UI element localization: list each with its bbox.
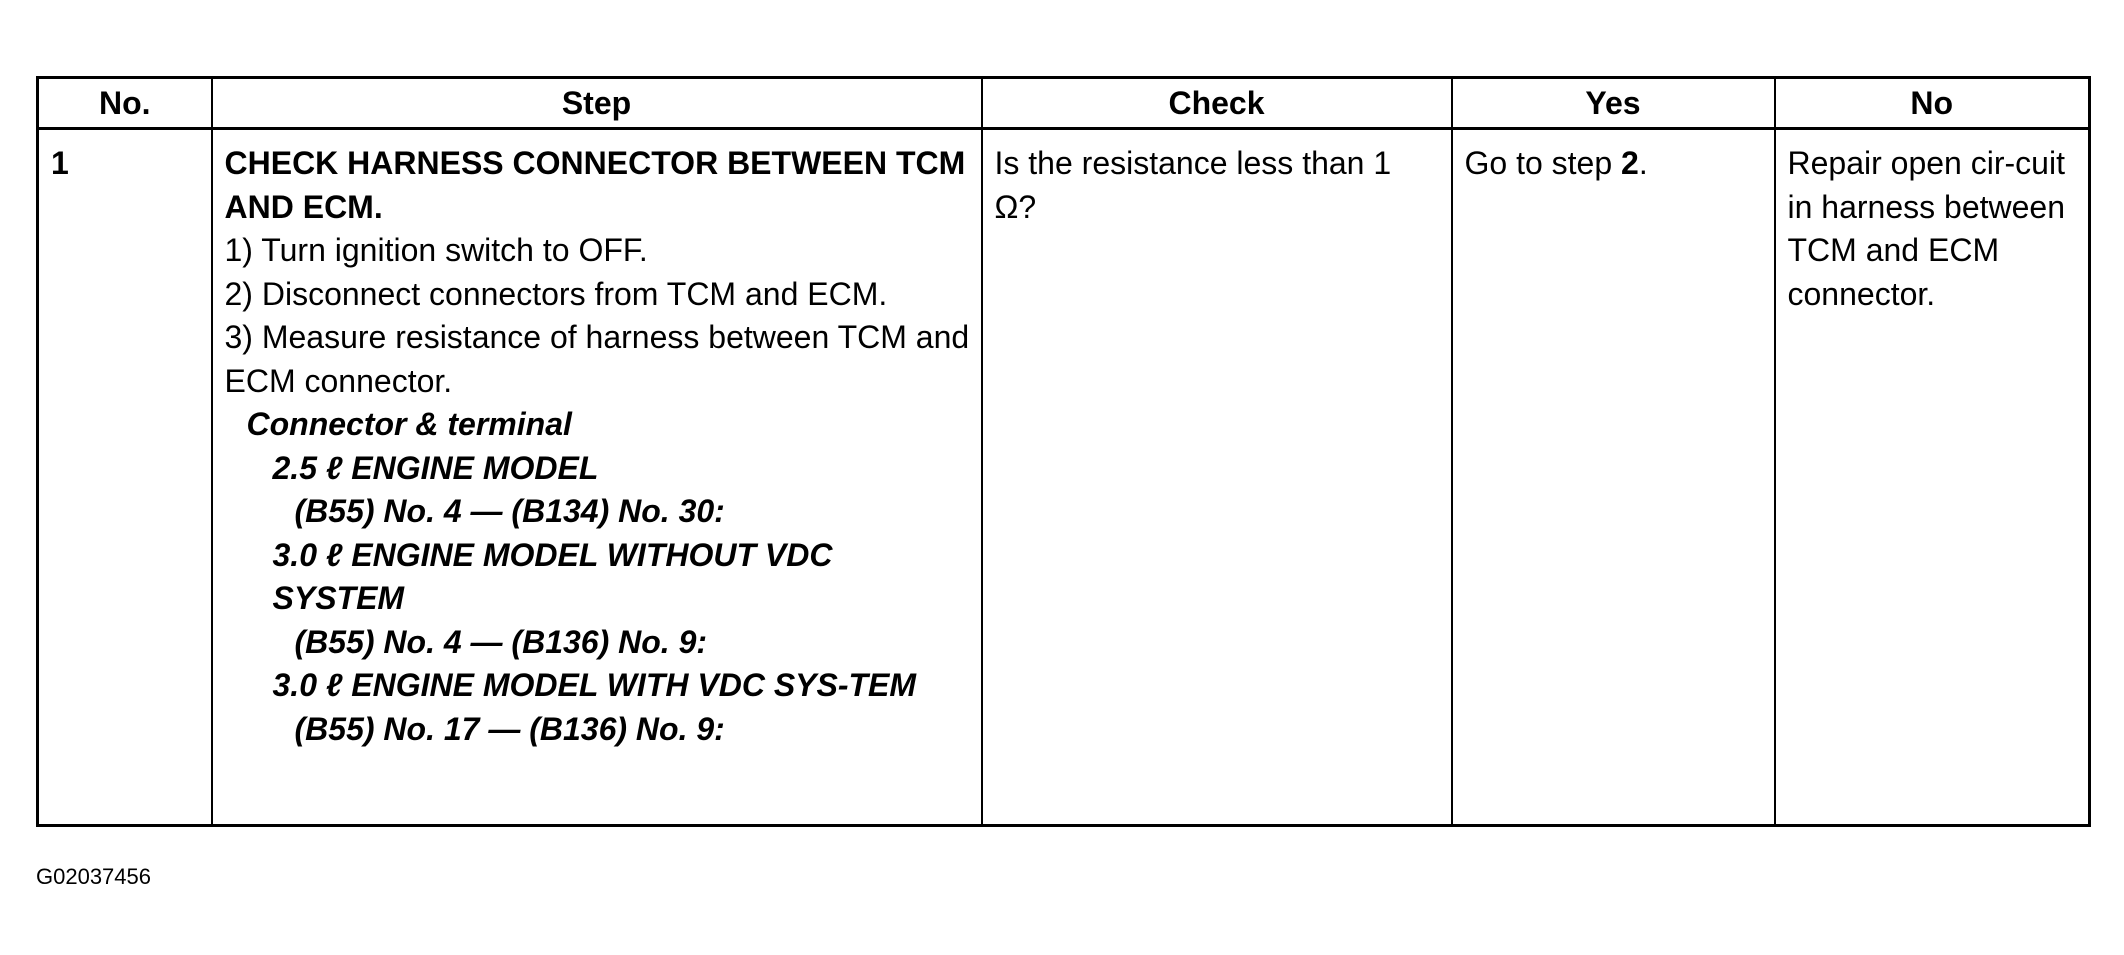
step-cell	[212, 129, 982, 826]
table-row	[38, 129, 2090, 826]
no-action-cell	[1775, 129, 2090, 826]
spec-model-2: 3.0 ℓ ENGINE MODEL WITHOUT VDC SYSTEM	[272, 536, 833, 616]
header-yes: Yes	[1452, 78, 1775, 129]
step-number: 1	[51, 145, 69, 181]
step-instruction-3: 3) Measure resistance of harness between TCM and ECM connector.	[224, 319, 970, 399]
yes-prefix: Go to step	[1464, 145, 1622, 181]
step-instruction-2: 2) Disconnect connectors from TCM and ECM.	[224, 275, 888, 312]
spec-terminals-3: (B55) No. 17 — (B136) No. 9:	[294, 710, 725, 747]
header-no: No.	[38, 78, 212, 129]
no-action-text: Repair open cir-cuit in harness between TCM and ECM connector.	[1787, 145, 2066, 312]
check-question: Is the resistance less than 1 Ω?	[994, 145, 1392, 225]
step-title: CHECK HARNESS CONNECTOR BETWEEN TCM AND ECM.	[224, 145, 966, 225]
yes-cell	[1452, 129, 1775, 826]
diagnostic-table	[36, 76, 2091, 827]
yes-suffix: .	[1638, 145, 1648, 181]
yes-step-number: 2	[1621, 145, 1639, 181]
step-number-cell	[38, 129, 212, 826]
spec-terminals-1: (B55) No. 4 — (B134) No. 30:	[294, 493, 725, 529]
spec-model-3: 3.0 ℓ ENGINE MODEL WITH VDC SYS-TEM	[272, 667, 917, 703]
header-check: Check	[982, 78, 1452, 129]
spec-model-1: 2.5 ℓ ENGINE MODEL	[272, 449, 599, 486]
check-cell	[982, 129, 1452, 826]
spec-heading: Connector & terminal	[246, 406, 572, 442]
step-instruction-1: 1) Turn ignition switch to OFF.	[224, 232, 648, 268]
table-header-row	[38, 78, 2090, 129]
header-no-action: No	[1775, 78, 2090, 129]
figure-id: G02037456	[36, 864, 151, 889]
spec-terminals-2: (B55) No. 4 — (B136) No. 9:	[294, 623, 708, 660]
header-step: Step	[212, 78, 982, 129]
